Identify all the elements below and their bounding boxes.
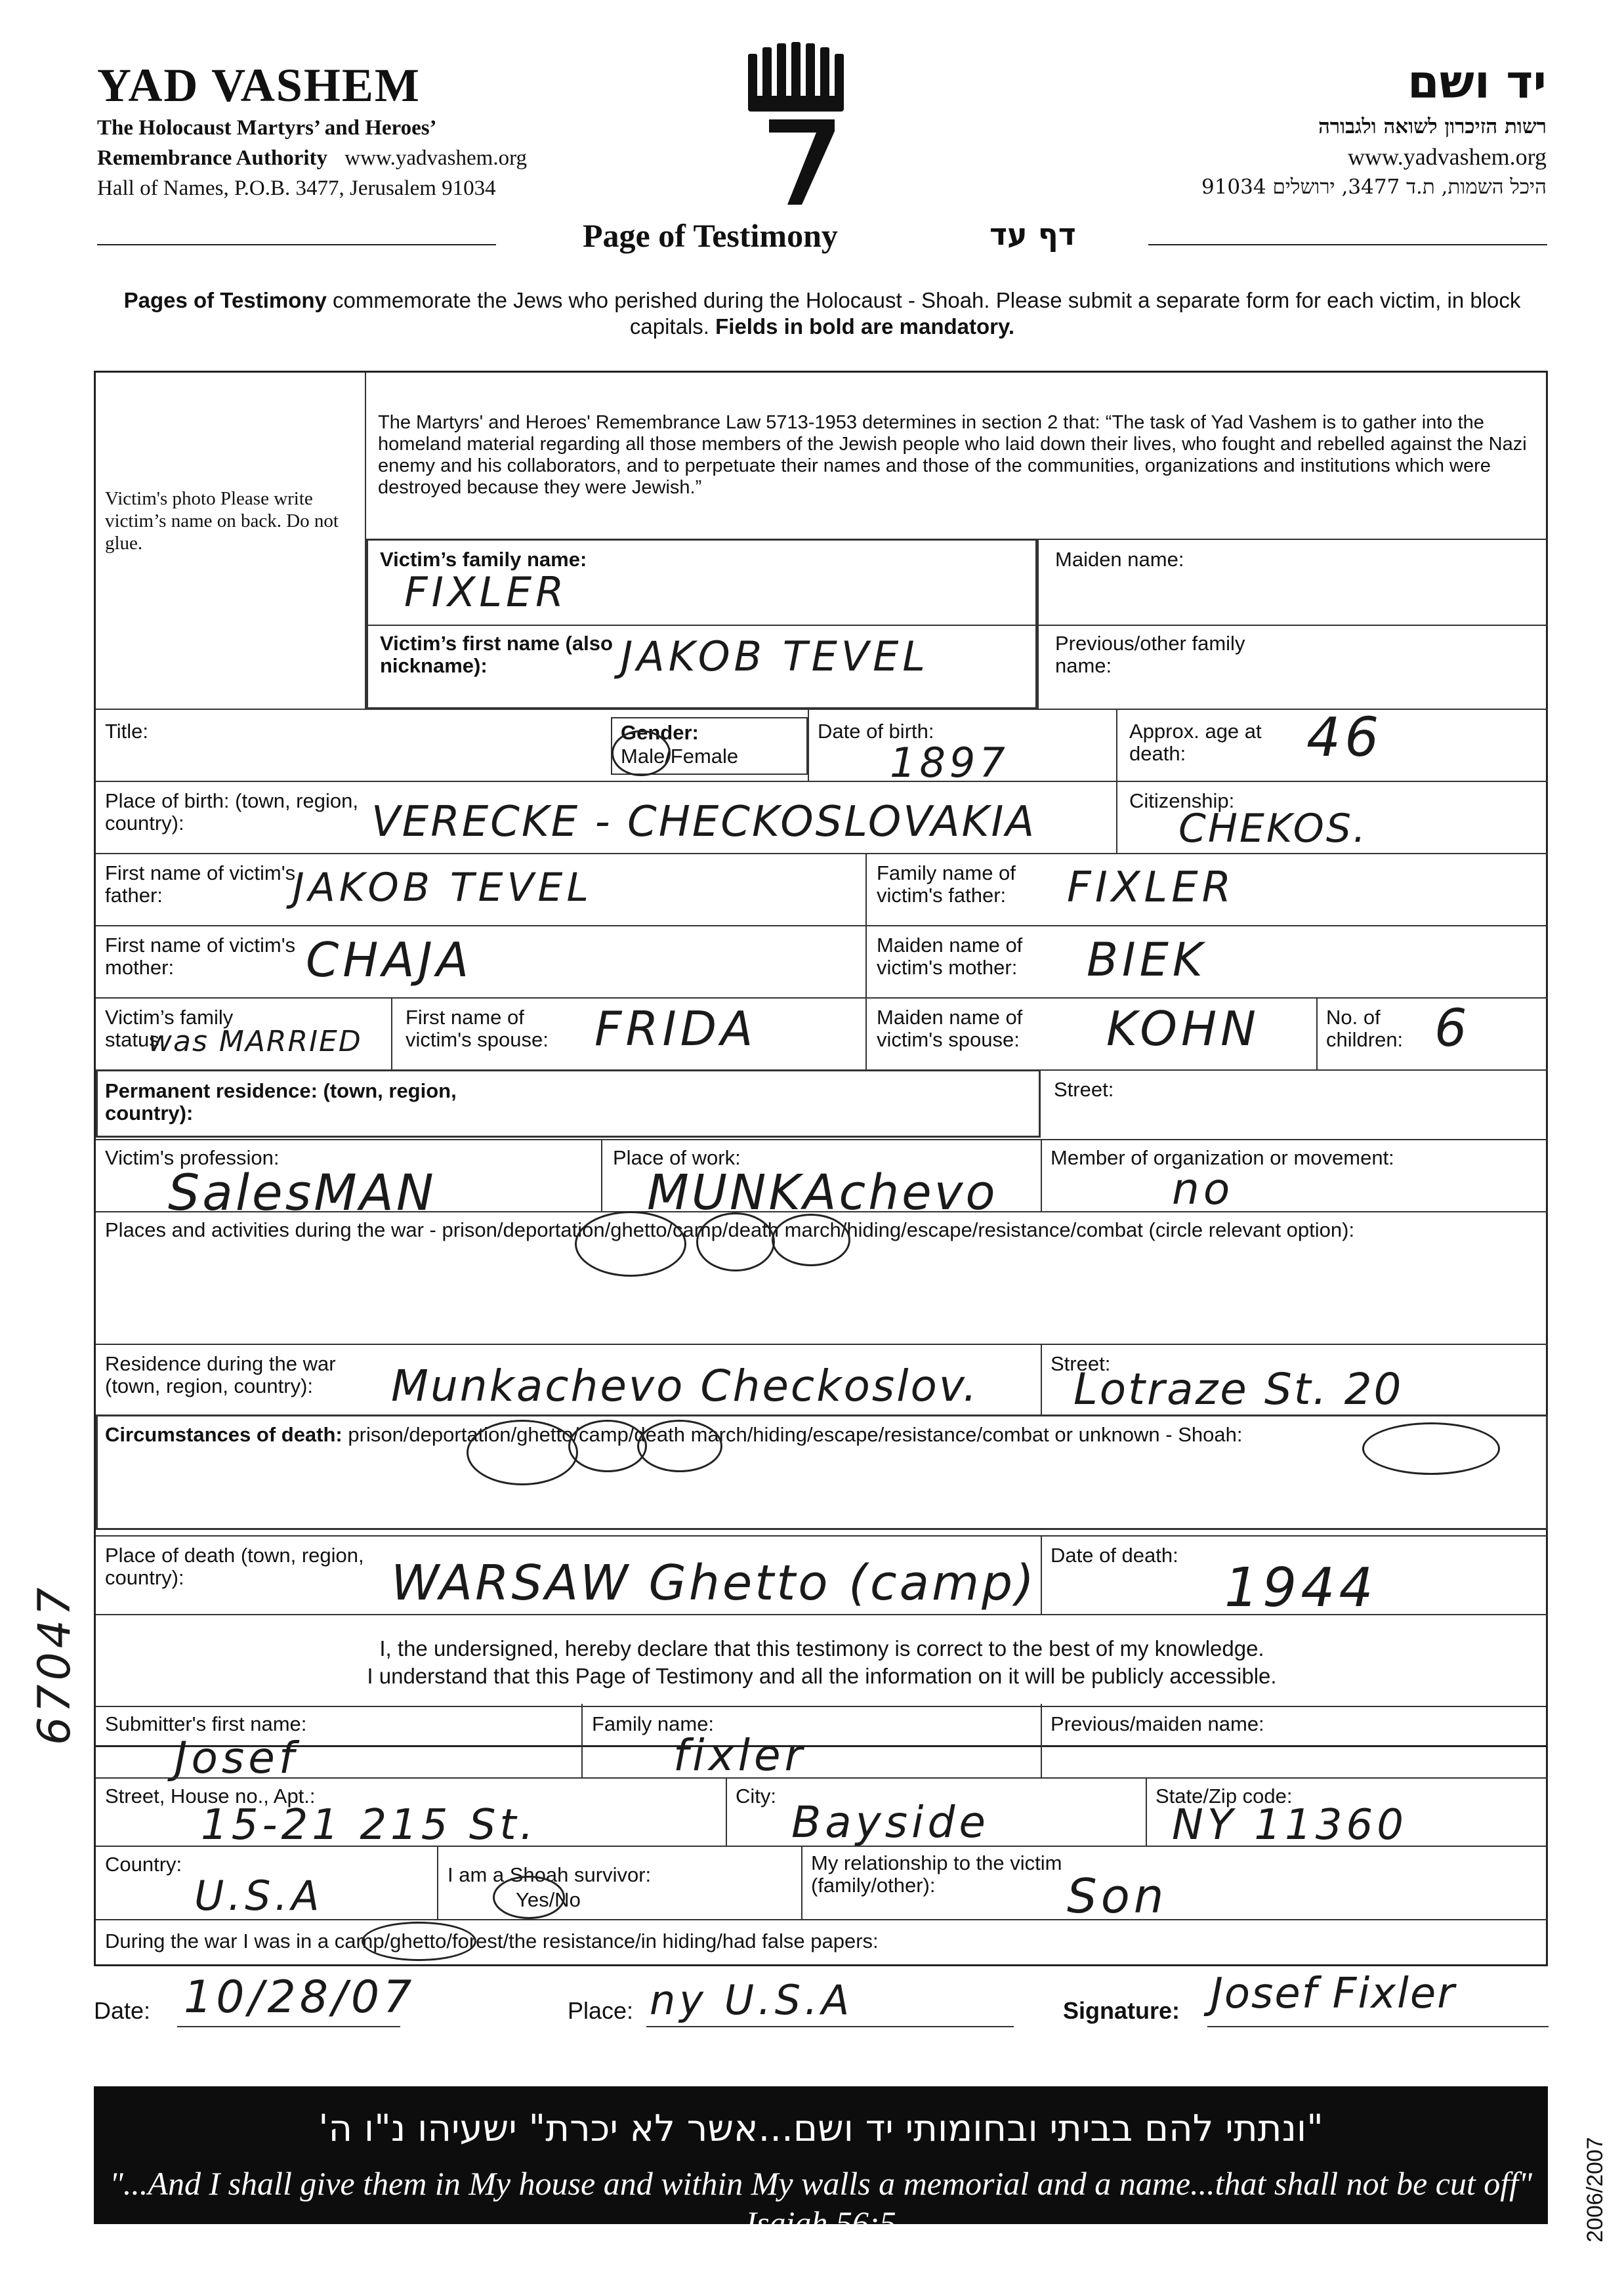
org-address-hebrew: היכל השמות, ת.ד 3477, ירושלים 91034: [1201, 175, 1547, 199]
row-line-2: [365, 625, 1548, 626]
place-underline: [646, 2026, 1014, 2027]
spouse-first-value[interactable]: FRIDA: [594, 1001, 757, 1056]
banner-english: "...And I shall give them in My house and within My walls a memorial and a name...that shall not be cut off" Isaiah 56:5: [109, 2165, 1533, 2241]
citizenship-label: Citizenship:: [1129, 789, 1235, 812]
row-line-13: [96, 1614, 1548, 1615]
place-label: Place:: [568, 1997, 634, 2024]
divider-war-street: [1041, 1344, 1042, 1415]
sub-first-value[interactable]: Josef: [175, 1733, 299, 1783]
org-subtitle-2: Remembrance Authority: [97, 146, 328, 170]
org-subtitle-2-row: [97, 143, 635, 173]
state-label: State/Zip code:: [1156, 1785, 1293, 1807]
work-value[interactable]: MUNKAchevo: [647, 1165, 998, 1221]
title-rule-right: [1148, 244, 1547, 245]
dod-label: Date of death:: [1051, 1544, 1178, 1567]
org-subtitle-hebrew: רשות הזיכרון לשואה ולגבורה: [1318, 115, 1547, 138]
age-label: Approx. age at death:: [1129, 720, 1262, 765]
state-value[interactable]: NY 11360: [1172, 1801, 1407, 1849]
country-value[interactable]: U.S.A: [194, 1872, 323, 1920]
spouse-maiden-value[interactable]: KOHN: [1106, 1001, 1260, 1056]
declaration-line-1: I, the undersigned, hereby declare that this testimony is correct to the best of my knowledge.: [379, 1636, 1264, 1661]
war-residence-label: Residence during the war (town, region, country):: [105, 1352, 336, 1397]
title-rule-left: [97, 244, 496, 245]
row-line-16: [96, 1846, 1548, 1847]
relation-value[interactable]: Son: [1067, 1869, 1168, 1924]
during-war-label[interactable]: During the war I was in a camp/ghetto/forest/the resistance/in hiding/had false papers:: [105, 1930, 879, 1952]
divider-sub-family: [581, 1704, 583, 1777]
divider-father: [865, 853, 867, 1071]
citizenship-value[interactable]: CHEKOS.: [1178, 806, 1368, 852]
row-line-6: [96, 925, 1548, 926]
intro-text: [97, 287, 1547, 340]
banner-hebrew: "ונתתי להם בביתי ובחומותי יד ושם...אשר לא יכרת" ישעיהו נ"ו ה': [318, 2107, 1323, 2150]
circ-shoah-circle-mark: [1362, 1422, 1500, 1475]
row-line-15: [96, 1777, 1548, 1779]
places-label[interactable]: Places and activities during the war - prison/deportation/ghetto/camp/death march/hiding/escape/resistance/combat (circle relevant option):: [105, 1218, 1355, 1241]
gender-circle-mark: [612, 730, 671, 776]
pod-value[interactable]: WARSAW Ghetto (camp): [391, 1555, 1037, 1611]
street-no-value[interactable]: 15-21 215 St.: [201, 1801, 537, 1849]
maiden-name-label: Maiden name:: [1055, 548, 1184, 571]
declaration-line-2: I understand that this Page of Testimony and all the information on it will be publicly accessible.: [367, 1664, 1277, 1688]
pod-label: Place of death (town, region, country):: [105, 1544, 364, 1589]
children-label: No. of children:: [1326, 1006, 1404, 1051]
family-status-value[interactable]: was MARRIED: [148, 1025, 362, 1058]
divider-sub-prev: [1041, 1704, 1042, 1777]
divider-children: [1316, 997, 1318, 1071]
signature-value[interactable]: Josef Fixler: [1211, 1970, 1456, 2018]
pob-value[interactable]: VERECKE - CHECKOSLOVAKIA: [371, 798, 1037, 846]
intro-bold: Pages of Testimony: [123, 288, 327, 312]
row-line-7: [96, 997, 1548, 999]
sub-prev-label: Previous/maiden name:: [1051, 1712, 1264, 1735]
intro-rest: commemorate the Jews who perished during the Holocaust - Shoah. Please submit a separate form for each victim, in block capitals.: [326, 288, 1521, 339]
page-title: Page of Testimony: [583, 217, 838, 254]
org-name-hebrew: יד ושם: [1407, 55, 1547, 109]
row-line-9: [96, 1139, 1548, 1140]
divider-survivor: [437, 1846, 438, 1919]
divider-spouse: [391, 997, 392, 1071]
member-value[interactable]: no: [1172, 1164, 1234, 1214]
father-first-value[interactable]: JAKOB TEVEL: [293, 865, 593, 911]
profession-label: Victim's profession:: [105, 1146, 280, 1169]
children-value[interactable]: 6: [1434, 999, 1471, 1058]
intro-mandatory: Fields in bold are mandatory.: [715, 314, 1015, 339]
survivor-options[interactable]: Yes/No: [516, 1888, 581, 1911]
mother-first-value[interactable]: CHAJA: [306, 932, 473, 987]
divider-city: [726, 1777, 727, 1846]
title-row: [97, 217, 1547, 262]
father-first-label: First name of victim's father:: [105, 861, 296, 907]
signature-underline: [1207, 2026, 1549, 2027]
divider-member: [1041, 1139, 1042, 1211]
camp-circle-mark: [772, 1214, 850, 1266]
circ-camp-circle-mark: [637, 1420, 722, 1472]
photo-label: Victim's photo Please write victim’s name on back. Do not glue.: [105, 488, 339, 554]
org-url-left: www.yadvashem.org: [344, 146, 527, 170]
dob-label: Date of birth:: [818, 720, 934, 743]
gender-label: Gender:: [621, 721, 699, 744]
residence-label: Permanent residence: (town, region, country):: [105, 1079, 457, 1125]
org-address: Hall of Names, P.O.B. 3477, Jerusalem 91034: [97, 176, 496, 200]
spouse-maiden-label: Maiden name of victim's spouse:: [877, 1006, 1023, 1051]
mother-maiden-value[interactable]: BIEK: [1087, 933, 1207, 987]
family-name-value[interactable]: FIXLER: [404, 568, 568, 616]
deportation-circle-mark: [575, 1211, 686, 1277]
city-label: City:: [736, 1785, 776, 1807]
age-value[interactable]: 46: [1306, 707, 1383, 769]
father-family-value[interactable]: FIXLER: [1067, 863, 1236, 912]
mother-maiden-label: Maiden name of victim's mother:: [877, 934, 1023, 979]
survivor-circle-mark: [493, 1876, 565, 1919]
org-subtitle-1: The Holocaust Martyrs’ and Heroes’: [97, 116, 437, 140]
side-reference-number: 67047: [29, 1583, 81, 1745]
father-family-label: Family name of victim's father:: [877, 861, 1016, 907]
row-line-11: [96, 1344, 1548, 1345]
law-text: The Martyrs' and Heroes' Remembrance Law 5713-1953 determines in section 2 that: “The task of Yad Vashem is to gather into the homeland material regarding all those members of the Jewish people who laid down their lives, who fought and rebelled against the Nazi enemy and his collaborators, and to perpetuate their names and those of the communities, organizations and institutions which were destroyed because they were Jewish.”: [378, 412, 1527, 498]
title-label: Title:: [105, 720, 149, 743]
family-status-label: Victim’s family status:: [105, 1006, 234, 1051]
signature-label: Signature:: [1063, 1997, 1180, 2024]
circ-ghetto-circle-mark: [568, 1420, 647, 1472]
war-street-value[interactable]: Lotraze St. 20: [1073, 1364, 1404, 1415]
spouse-first-label: First name of victim's spouse:: [406, 1006, 549, 1051]
street-label: Street:: [1054, 1078, 1114, 1101]
row-line-12: [96, 1535, 1548, 1537]
date-label: Date:: [94, 1997, 151, 2024]
profession-value[interactable]: SalesMAN: [168, 1163, 436, 1222]
circumstances-label[interactable]: Circumstances of death: prison/deportation/ghetto/camp/death march/hiding/escape/resistance/combat or unknown - Shoah:: [105, 1423, 1243, 1446]
divider-dob: [808, 709, 809, 781]
date-value[interactable]: 10/28/07: [184, 1972, 416, 2023]
city-value[interactable]: Bayside: [791, 1797, 990, 1848]
war-street-label: Street:: [1051, 1352, 1111, 1375]
survivor-label: I am a Shoah survivor:: [448, 1863, 652, 1886]
date-underline: [177, 2026, 400, 2027]
org-url-right: www.yadvashem.org: [1348, 144, 1547, 170]
sub-family-label: Family name:: [592, 1712, 715, 1735]
divider-work: [601, 1139, 602, 1211]
war-residence-value[interactable]: Munkachevo Checkoslov.: [391, 1361, 979, 1411]
relation-label: My relationship to the victim (family/other):: [811, 1851, 1062, 1897]
gender-options[interactable]: Male/Female: [621, 745, 739, 768]
yad-vashem-logo-icon: [743, 41, 848, 211]
row-line-5: [96, 853, 1548, 854]
quote-banner: [94, 2086, 1548, 2241]
testimony-form: [94, 371, 1548, 1747]
street-no-label: Street, House no., Apt.:: [105, 1785, 316, 1807]
country-label: Country:: [105, 1853, 182, 1876]
header-left: [97, 58, 635, 203]
divider-relation: [801, 1846, 802, 1919]
form-version: 2006/2007: [1583, 2137, 1608, 2242]
header-right: [1009, 52, 1547, 202]
prev-family-name-label: Previous/other family name:: [1055, 632, 1245, 677]
work-label: Place of work:: [613, 1146, 741, 1169]
org-name: YAD VASHEM: [97, 59, 421, 112]
divider-state: [1146, 1777, 1147, 1846]
mother-first-label: First name of victim's mother:: [105, 934, 296, 979]
row-line-4: [96, 781, 1548, 782]
family-name-label: Victim’s family name:: [380, 548, 587, 571]
pob-label: Place of birth: (town, region, country):: [105, 789, 358, 835]
place-value[interactable]: ny U.S.A: [650, 1976, 854, 2024]
during-war-circle-mark: [362, 1922, 476, 1961]
dod-value[interactable]: 1944: [1224, 1557, 1377, 1619]
first-name-value[interactable]: JAKOB TEVEL: [621, 632, 929, 680]
row-line-10: [96, 1211, 1548, 1212]
dob-value[interactable]: 1897: [890, 739, 1009, 787]
circ-deportation-circle-mark: [467, 1420, 578, 1485]
sub-family-value[interactable]: fixler: [673, 1730, 806, 1781]
ghetto-circle-mark: [696, 1212, 775, 1271]
row-line-17: [96, 1919, 1548, 1920]
page-title-hebrew: דף עד: [989, 217, 1076, 252]
divider-dod: [1041, 1535, 1042, 1614]
sub-first-label: Submitter's first name:: [105, 1712, 307, 1735]
member-label: Member of organization or movement:: [1051, 1146, 1394, 1169]
divider-maiden: [1037, 539, 1039, 709]
submitter-form: [94, 1704, 1548, 1966]
first-name-label: Victim’s first name (also nickname):: [380, 632, 613, 677]
